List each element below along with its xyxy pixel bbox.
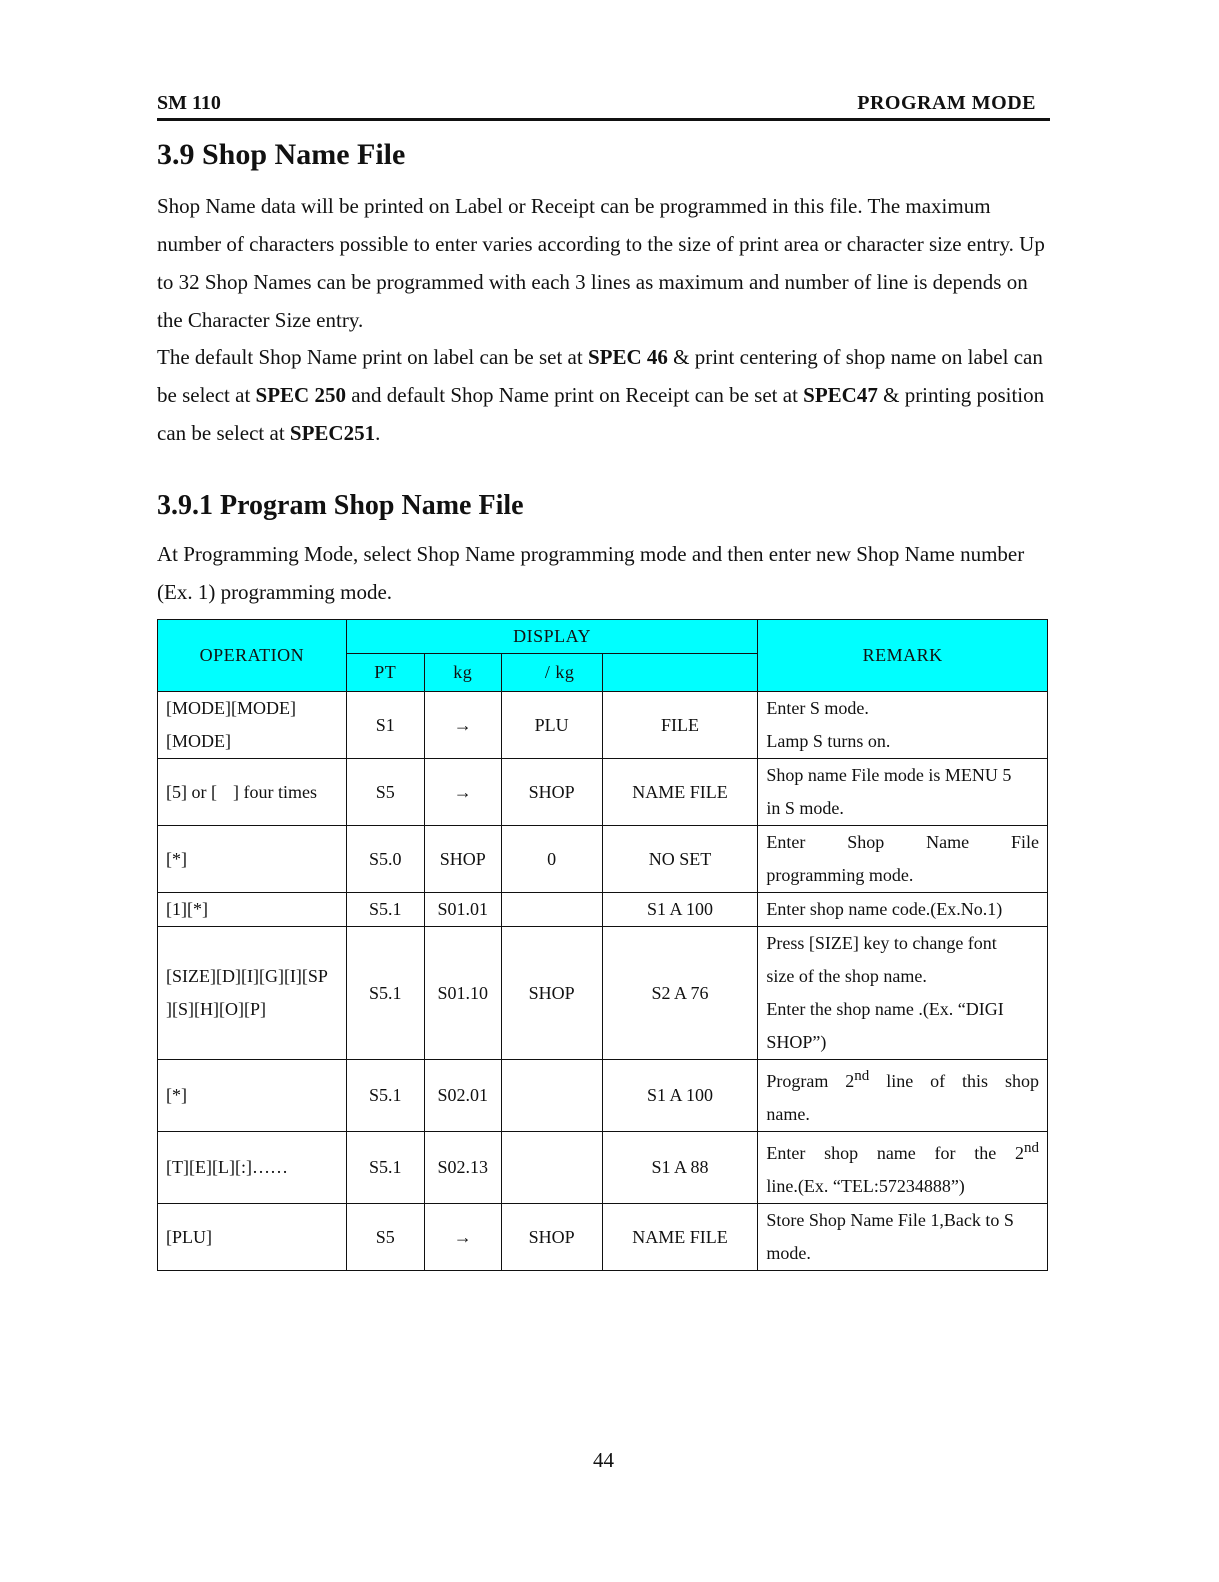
cell-price: S2 A 76: [602, 927, 758, 1060]
cell-unit: SHOP: [501, 927, 602, 1060]
operation-table: [157, 619, 1048, 1271]
cell-unit: [501, 1132, 602, 1204]
page-number: 44: [593, 1448, 614, 1472]
cell-price: S1 A 88: [602, 1132, 758, 1204]
header-operation: OPERATION: [158, 620, 347, 692]
cell-kg: S01.01: [424, 893, 501, 927]
cell-remark: Enter shop name for the 2nd line.(Ex. “TEL:57234888”): [758, 1132, 1048, 1204]
cell-remark: Enter shop name code.(Ex.No.1): [758, 893, 1048, 927]
cell-kg: SHOP: [424, 826, 501, 893]
cell-kg: →: [424, 692, 501, 759]
spec-ref: SPEC47: [803, 383, 878, 407]
cell-operation: [1][*]: [158, 893, 347, 927]
cell-kg: S01.10: [424, 927, 501, 1060]
cell-kg: →: [424, 759, 501, 826]
cell-price: S1 A 100: [602, 893, 758, 927]
cell-pt: S1: [346, 692, 424, 759]
table-row: [158, 1204, 1048, 1271]
cell-operation: [T][E][L][:]……: [158, 1132, 347, 1204]
cell-price: S1 A 100: [602, 1060, 758, 1132]
cell-unit: SHOP: [501, 759, 602, 826]
cell-operation: [SIZE][D][I][G][I][SP ][S][H][O][P]: [158, 927, 347, 1060]
table-row: [158, 826, 1048, 893]
section-title: 3.9 Shop Name File: [157, 138, 406, 171]
section-paragraph-2: The default Shop Name print on label can be set at SPEC 46 & print centering of shop name on label can be select at SPEC 250 and default Shop Name print on Receipt can be set at SPEC47 & printing position can be select at SPEC251.: [157, 345, 1045, 445]
cell-pt: S5.1: [346, 1060, 424, 1132]
header-kg: kg: [424, 654, 501, 692]
cell-pt: S5: [346, 1204, 424, 1271]
subsection-title: 3.9.1 Program Shop Name File: [157, 490, 524, 521]
spec-ref: SPEC 250: [255, 383, 346, 407]
table-row: [158, 1132, 1048, 1204]
table-row: [158, 759, 1048, 826]
header-model: SM 110: [157, 92, 221, 114]
header-section: PROGRAM MODE: [857, 92, 1036, 114]
cell-price: FILE: [602, 692, 758, 759]
currency-symbol-icon: [672, 662, 688, 678]
cell-pt: S5.1: [346, 927, 424, 1060]
cell-unit: [501, 893, 602, 927]
table-row: [158, 1060, 1048, 1132]
header-display: DISPLAY: [346, 620, 758, 654]
cell-pt: S5.1: [346, 893, 424, 927]
cell-price: NAME FILE: [602, 1204, 758, 1271]
cell-kg: S02.13: [424, 1132, 501, 1204]
section-paragraph-1: Shop Name data will be printed on Label or Receipt can be programmed in this file. The maximum number of characters possible to enter varies according to the size of print area or character size entry. Up to 32 Shop Names can be programmed with each 3 lines as maximum and number of line is depends on the Character Size entry.: [157, 194, 1045, 332]
page-header: [157, 92, 1050, 121]
cell-operation: [*]: [158, 1060, 347, 1132]
cell-kg: →: [424, 1204, 501, 1271]
cell-remark: Store Shop Name File 1,Back to S mode.: [758, 1204, 1048, 1271]
cell-price: NO SET: [602, 826, 758, 893]
cell-remark: Shop name File mode is MENU 5 in S mode.: [758, 759, 1048, 826]
cell-unit: [501, 1060, 602, 1132]
table-row: [158, 927, 1048, 1060]
cell-remark: Enter Shop Name File programming mode.: [758, 826, 1048, 893]
cell-unit: PLU: [501, 692, 602, 759]
cell-pt: S5: [346, 759, 424, 826]
header-price: [602, 654, 758, 692]
subsection-paragraph: At Programming Mode, select Shop Name programming mode and then enter new Shop Name number (Ex. 1) programming mode.: [157, 542, 1025, 604]
header-remark: REMARK: [758, 620, 1048, 692]
cell-kg: S02.01: [424, 1060, 501, 1132]
cell-price: NAME FILE: [602, 759, 758, 826]
cell-pt: S5.1: [346, 1132, 424, 1204]
table-row: [158, 893, 1048, 927]
arrow-key-icon: [217, 782, 233, 798]
cell-remark: Press [SIZE] key to change font size of the shop name. Enter the shop name .(Ex. “DIGI SHOP”): [758, 927, 1048, 1060]
header-pt: PT: [346, 654, 424, 692]
cell-operation: [MODE][MODE] [MODE]: [158, 692, 347, 759]
spec-ref: SPEC 46: [587, 345, 668, 369]
cell-unit: SHOP: [501, 1204, 602, 1271]
table-row: [158, 692, 1048, 759]
header-per-kg: / kg: [501, 654, 602, 692]
cell-operation: [PLU]: [158, 1204, 347, 1271]
cell-remark: Enter S mode. Lamp S turns on.: [758, 692, 1048, 759]
cell-pt: S5.0: [346, 826, 424, 893]
cell-operation: [5] or [ ] four times: [158, 759, 347, 826]
cell-remark: Program 2nd line of this shop name.: [758, 1060, 1048, 1132]
currency-symbol-icon: [529, 662, 545, 678]
spec-ref: SPEC251: [289, 421, 376, 445]
cell-unit: 0: [501, 826, 602, 893]
cell-operation: [*]: [158, 826, 347, 893]
